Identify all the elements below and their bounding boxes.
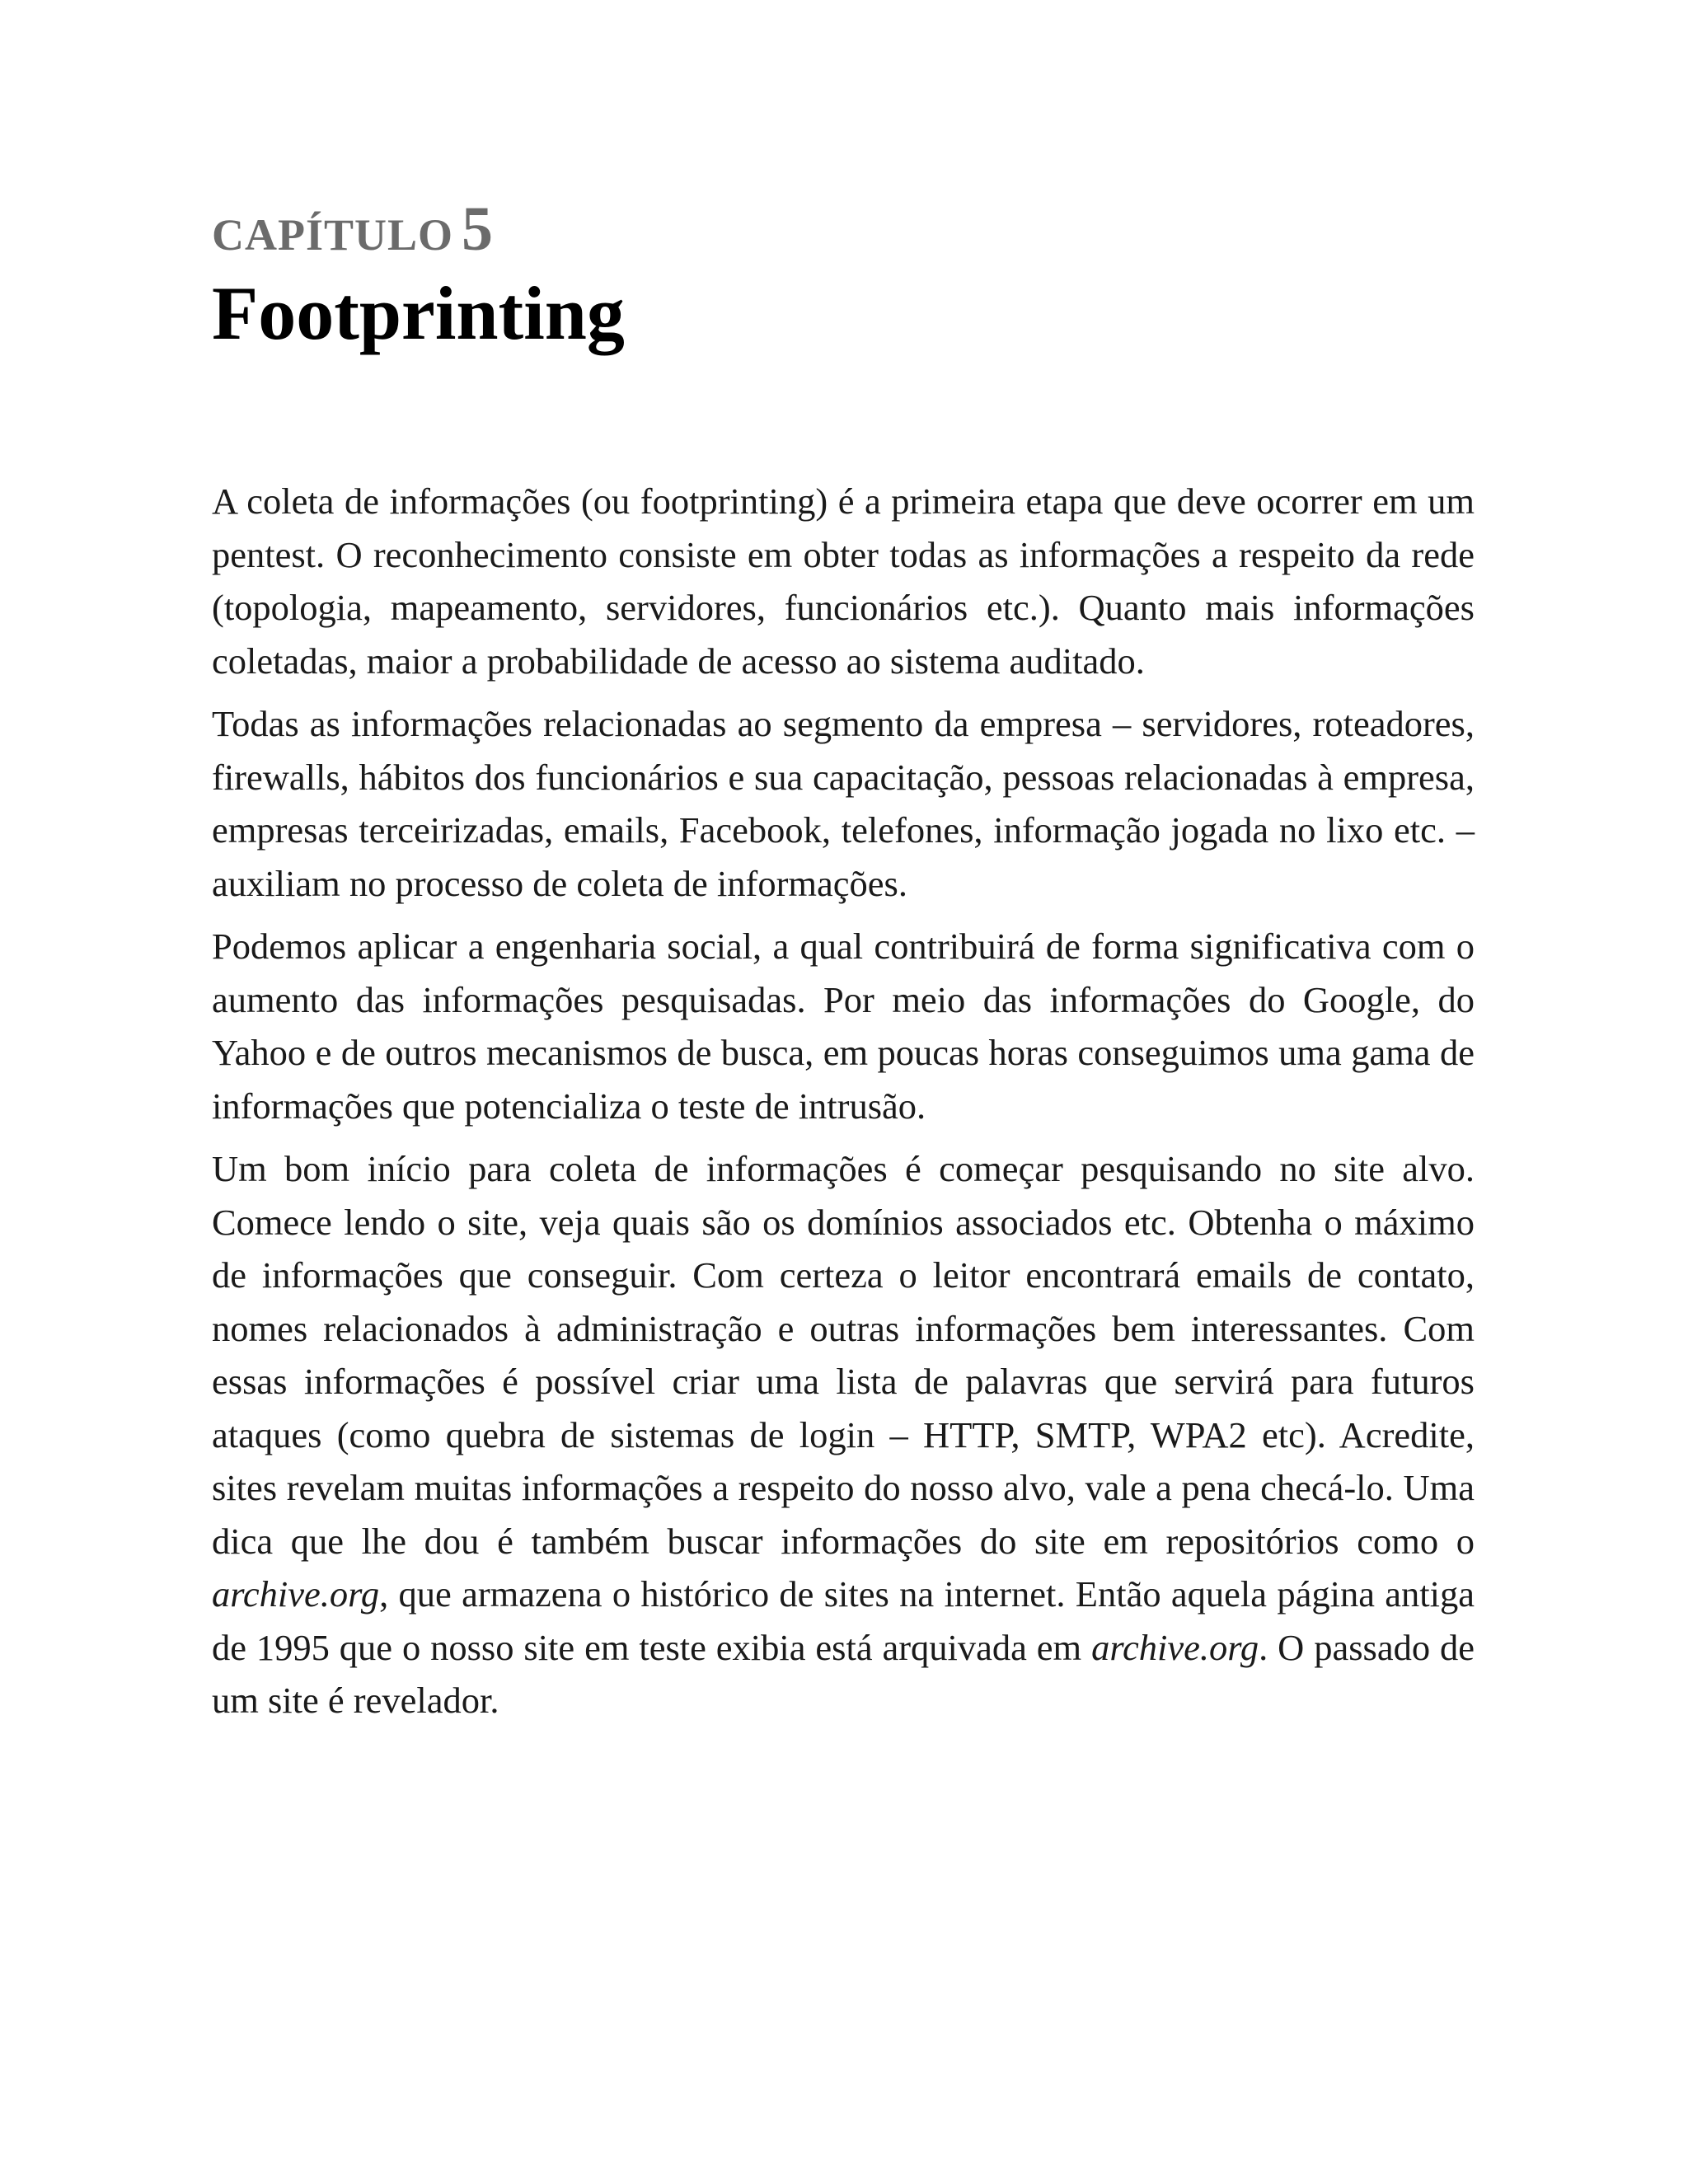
paragraph-3: Podemos aplicar a engenharia social, a qual contribuirá de forma significativa com o aumento das informações pesquisadas. Por meio das informações do Google, do Yahoo e de outros mecanismos de busca, em poucas horas conseguimos uma gama de informações que potencializa o teste de intrusão. <box>212 926 1475 1127</box>
document-page <box>212 194 1475 1737</box>
chapter-body <box>212 475 1475 1727</box>
archive-org-reference-1: archive.org <box>212 1573 380 1615</box>
paragraph-4-part-1: Um bom início para coleta de informações é começar pesquisando no site alvo. Comece lendo o site, veja quais são os domínios associados etc. Obtenha o máximo de informações que conseguir. Com certeza o leitor encontrará emails de contato, nomes relacionados à administração e outras informações bem interessantes. Com essas informações é possível criar uma lista de palavras que servirá para futuros ataques (como quebra de sistemas de login – HTTP, SMTP, WPA2 etc). Acredite, sites revelam muitas informações a respeito do nosso alvo, vale a pena checá-lo. Uma dica que lhe dou é também buscar informações do site em repositórios como o <box>212 1148 1475 1562</box>
paragraph-1: A coleta de informações (ou footprinting) é a primeira etapa que deve ocorrer em um pentest. O reconhecimento consiste em obter todas as informações a respeito da rede (topologia, mapeamento, servidores, funcionários etc.). Quanto mais informações coletadas, maior a probabilidade de acesso ao sistema auditado. <box>212 480 1475 682</box>
paragraph-4-part-2: , que armazena o histórico de sites na internet. Então aquela página antiga de 1995 que o nosso site em teste exibia está arquivada em <box>212 1573 1475 1668</box>
paragraph-4-part-3: . O passado de um site é revelador. <box>212 1626 1475 1722</box>
chapter-word: CAPÍTULO <box>212 210 454 260</box>
paragraph-4 <box>212 1142 1475 1727</box>
chapter-number: 5 <box>462 194 494 264</box>
paragraph-2: Todas as informações relacionadas ao segmento da empresa – servidores, roteadores, firewalls, hábitos dos funcionários e sua capacitação, pessoas relacionadas à empresa, empresas terceirizadas, emails, Facebook, telefones, informação jogada no lixo etc. – auxiliam no processo de coleta de informações. <box>212 703 1475 904</box>
archive-org-reference-2: archive.org <box>1091 1626 1259 1668</box>
chapter-label <box>212 194 1475 264</box>
chapter-title: Footprinting <box>212 271 625 355</box>
